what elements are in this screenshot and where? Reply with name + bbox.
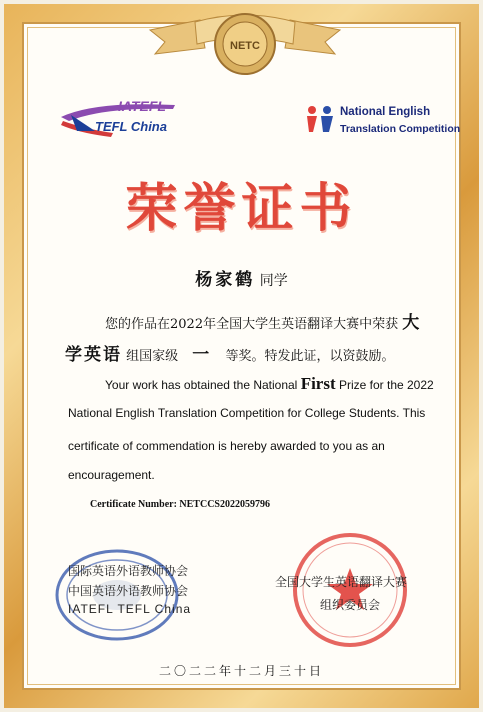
org-left-line2: 中国英语外语教师协会 (68, 584, 189, 598)
iatefl-logo-line2: TEFL China (95, 119, 167, 134)
recipient-suffix: 同学 (259, 273, 288, 289)
award-cn-line1 (105, 308, 419, 333)
issue-date: 二〇二二年十二月三十日 (158, 664, 324, 678)
netc-logo-icon (303, 104, 339, 134)
award-en-rank: First (300, 374, 336, 393)
red-seal-stamp (290, 530, 410, 650)
award-cn-line1-text: 您的作品在2022年全国大学生英语翻译大赛中荣获 (105, 317, 399, 332)
award-en-line2: National English Translation Competition for College Students. This (68, 406, 426, 420)
netc-logo-line1: National English (340, 106, 431, 118)
org-left-line3: IATEFL TEFL China (68, 602, 192, 616)
org-right-line1: 全国大学生英语翻译大赛 (275, 575, 408, 589)
award-en-line1-post: Prize for the 2022 (338, 378, 434, 392)
award-cn-group: 学英语 (65, 345, 122, 365)
netc-ribbon-emblem (145, 8, 345, 78)
award-en-line1 (105, 374, 434, 394)
certificate-number: Certificate Number: NETCCS2022059796 (90, 499, 270, 510)
award-cn-line2 (65, 340, 394, 365)
certificate-title: 荣誉证书 (125, 179, 358, 239)
award-cn-end: 等奖。特发此证，以资鼓励。 (225, 349, 395, 364)
iatefl-logo-line1: IATEFL (118, 98, 166, 114)
netc-logo-line2: Translation Competition (340, 123, 461, 135)
award-en-line4: encouragement. (68, 468, 155, 482)
recipient-line (0, 265, 483, 290)
award-cn-rank: 一 (192, 345, 212, 365)
ribbon-text: NETC (230, 40, 260, 52)
award-en-line3: certificate of commendation is hereby awarded to you as an (68, 439, 385, 453)
award-en-line1-pre: Your work has obtained the National (105, 378, 298, 392)
award-cn-level: 组国家级 (126, 349, 179, 364)
award-cn-line1-tail: 大 (402, 313, 420, 333)
org-left-line1: 国际英语外语教师协会 (68, 564, 189, 578)
org-right-line2: 组织委员会 (320, 598, 381, 612)
recipient-name: 杨家鹤 (195, 270, 256, 290)
